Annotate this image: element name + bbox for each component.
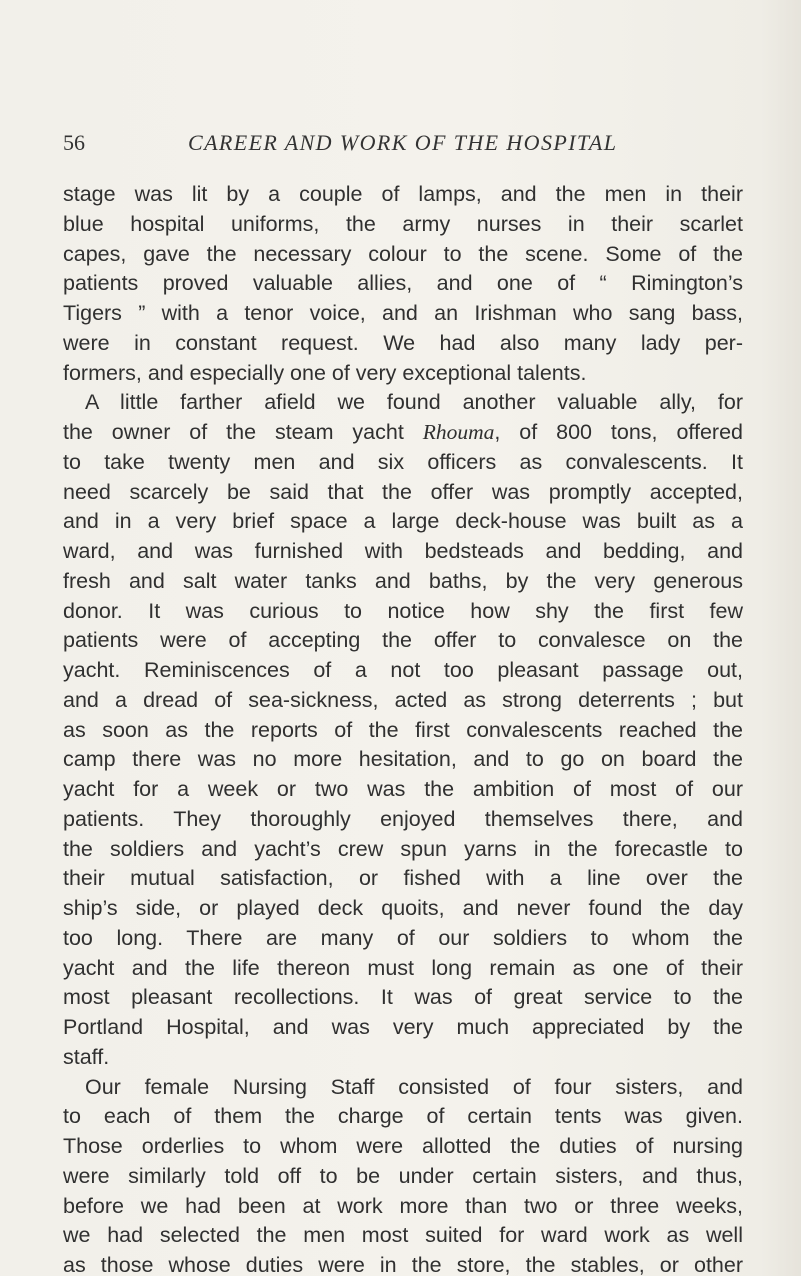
text-line: capes, gave the necessary colour to the scene. Some of the xyxy=(63,241,743,266)
text-line: the soldiers and yacht’s crew spun yarns in the forecastle to xyxy=(63,836,743,861)
text-line: blue hospital uniforms, the army nurses in their scarlet xyxy=(63,211,743,236)
text-line: yacht for a week or two was the ambition of most of our xyxy=(63,777,743,801)
text-line: Portland Hospital, and was very much appreciated by the xyxy=(63,1015,743,1039)
text-line: formers, and especially one of very exceptional talents. xyxy=(63,360,587,385)
text-line: Those orderlies to whom were allotted the duties of nursing xyxy=(63,1134,743,1158)
text-line: and in a very brief space a large deck-house was built as a xyxy=(63,509,743,534)
text-line xyxy=(63,418,743,448)
text-line: patients. They thoroughly enjoyed themselves there, and xyxy=(63,806,743,831)
text-line: to take twenty men and six officers as convalescents. It xyxy=(63,449,743,474)
page-header xyxy=(63,130,723,162)
text-line: were in constant request. We had also many lady per- xyxy=(63,330,743,355)
text-line: were similarly told off to be under certain sisters, and thus, xyxy=(63,1163,743,1188)
text-line: to each of them the charge of certain tents was given. xyxy=(63,1104,743,1129)
text-line: their mutual satisfaction, or fished with a line over the xyxy=(63,866,743,891)
text-line: before we had been at work more than two or three weeks, xyxy=(63,1193,743,1218)
text-line: patients were of accepting the offer to convalesce on the xyxy=(63,628,743,653)
text-line: patients proved valuable allies, and one of “ Rimington’s xyxy=(63,271,743,296)
text-line: ship’s side, or played deck quoits, and never found the day xyxy=(63,896,743,920)
page-number: 56 xyxy=(63,130,85,155)
text-line: donor. It was curious to notice how shy the first few xyxy=(63,598,743,623)
running-head: CAREER AND WORK OF THE HOSPITAL xyxy=(188,130,618,155)
text-line: stage was lit by a couple of lamps, and the men in their xyxy=(63,182,743,206)
text-line: A little farther afield we found another valuable ally, for xyxy=(85,390,743,415)
text-line: as soon as the reports of the first convalescents reached the xyxy=(63,717,743,742)
text-line: camp there was no more hesitation, and to go on board the xyxy=(63,747,743,772)
text-line: ward, and was furnished with bedsteads and bedding, and xyxy=(63,539,743,563)
text-line: too long. There are many of our soldiers to whom the xyxy=(63,925,743,950)
text-fragment: the owner of the steam yacht xyxy=(63,420,423,444)
text-line: most pleasant recollections. It was of great service to the xyxy=(63,985,743,1010)
text-line: as those whose duties were in the store, the stables, or other xyxy=(63,1253,743,1276)
yacht-name: Rhouma xyxy=(422,420,495,444)
text-line: need scarcely be said that the offer was promptly accepted, xyxy=(63,479,743,504)
text-line: we had selected the men most suited for ward work as well xyxy=(63,1223,743,1248)
text-line: yacht. Reminiscences of a not too pleasant passage out, xyxy=(63,658,743,682)
text-line: and a dread of sea-sickness, acted as strong deterrents ; but xyxy=(63,687,743,712)
text-line: Tigers ” with a tenor voice, and an Irishman who sang bass, xyxy=(63,301,743,325)
text-fragment: , of 800 tons, offered xyxy=(494,420,743,444)
text-line: staff. xyxy=(63,1044,110,1069)
text-line: Our female Nursing Staff consisted of four sisters, and xyxy=(85,1074,743,1099)
body-text xyxy=(63,180,743,1276)
text-line: fresh and salt water tanks and baths, by the very generous xyxy=(63,568,743,593)
text-line: yacht and the life thereon must long remain as one of their xyxy=(63,955,743,980)
